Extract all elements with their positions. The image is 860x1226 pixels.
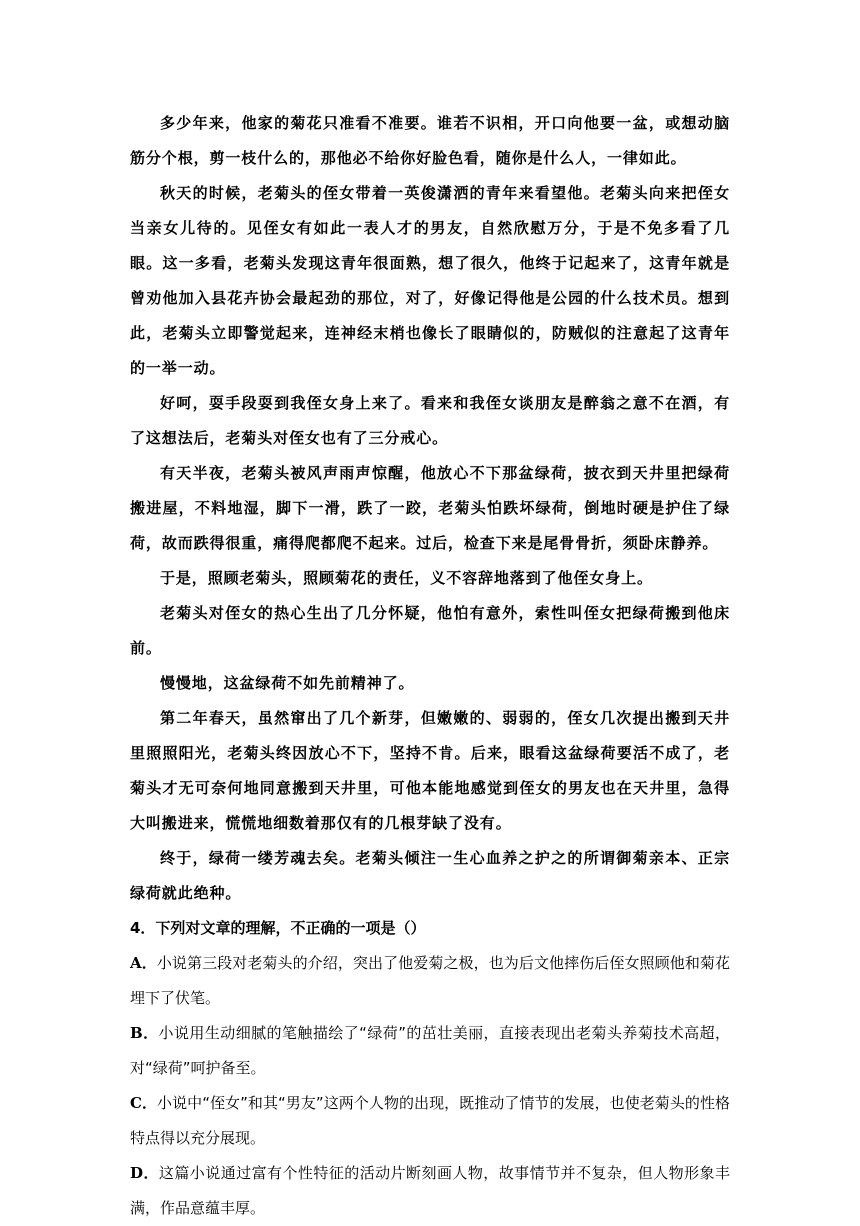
story-paragraph: 好呵，耍手段耍到我侄女身上来了。看来和我侄女谈朋友是醉翁之意不在酒，有了这想法后，老菊头对侄女也有了三分戒心。 [130, 394, 730, 447]
option-letter: B． [130, 1024, 159, 1042]
option-letter: C． [130, 1094, 158, 1112]
option-b [130, 1016, 730, 1086]
option-a [130, 946, 730, 1016]
story-paragraph: 第二年春天，虽然窜出了几个新芽，但嫩嫩的、弱弱的，侄女几次提出搬到天井里照照阳光，老菊头终因放心不下，坚持不肯。后来，眼看这盆绿荷要活不成了，老菊头才无可奈何地同意搬到天井里，可他本能地感觉到侄女的男友也在天井里，急得大叫搬进来，慌慌地细数着那仅有的几根芽缺了没有。 [130, 709, 730, 832]
story-paragraph: 有天半夜，老菊头被风声雨声惊醒，他放心不下那盆绿荷，披衣到天井里把绿荷搬进屋，不料地湿，脚下一滑，跌了一跤，老菊头怕跌坏绿荷，倒地时硬是护住了绿荷，故而跌得很重，痛得爬都爬不起来。过后，检查下来是尾骨骨折，须卧床静养。 [130, 464, 730, 552]
option-text: 小说用生动细腻的笔触描绘了“绿荷”的茁壮美丽，直接表现出老菊头养菊技术高超，对“绿荷”呵护备至。 [130, 1024, 730, 1077]
story-paragraph: 于是，照顾老菊头，照顾菊花的责任，义不容辞地落到了他侄女身上。 [160, 569, 653, 587]
option-text: 小说中“侄女”和其“男友”这两个人物的出现，既推动了情节的发展，也使老菊头的性格特点得以充分展现。 [130, 1094, 730, 1147]
option-letter: A． [130, 954, 157, 972]
story-paragraph: 老菊头对侄女的热心生出了几分怀疑，他怕有意外，索性叫侄女把绿荷搬到他床前。 [130, 604, 730, 657]
question-stem: 4．下列对文章的理解，不正确的一项是（） [130, 919, 426, 937]
story-paragraph: 秋天的时候，老菊头的侄女带着一英俊潇洒的青年来看望他。老菊头向来把侄女当亲女儿待的。见侄女有如此一表人才的男友，自然欣慰万分，于是不免多看了几眼。这一多看，老菊头发现这青年很面熟，想了很久，他终于记起来了，这青年就是曾劝他加入县花卉协会最起劲的那位，对了，好像记得他是公园的什么技术员。想到此，老菊头立即警觉起来，连神经末梢也像长了眼睛似的，防贼似的注意起了这青年的一举一动。 [130, 184, 730, 377]
story-paragraph: 终于，绿荷一缕芳魂去矣。老菊头倾注一生心血养之护之的所谓御菊亲本、正宗绿荷就此绝种。 [130, 849, 730, 902]
story-paragraph: 多少年来，他家的菊花只准看不准要。谁若不识相，开口向他要一盆，或想动脑筋分个根，剪一枝什么的，那他必不给你好脸色看，随你是什么人，一律如此。 [130, 114, 730, 167]
option-c [130, 1086, 730, 1156]
option-letter: D． [130, 1164, 159, 1182]
story-paragraph: 慢慢地，这盆绿荷不如先前精神了。 [160, 674, 415, 692]
option-text: 小说第三段对老菊头的介绍，突出了他爱菊之极，也为后文他摔伤后侄女照顾他和菊花埋下了伏笔。 [130, 954, 730, 1007]
option-text: 这篇小说通过富有个性特征的活动片断刻画人物，故事情节并不复杂，但人物形象丰满，作品意蕴丰厚。 [130, 1164, 730, 1217]
page-content [130, 106, 730, 1226]
